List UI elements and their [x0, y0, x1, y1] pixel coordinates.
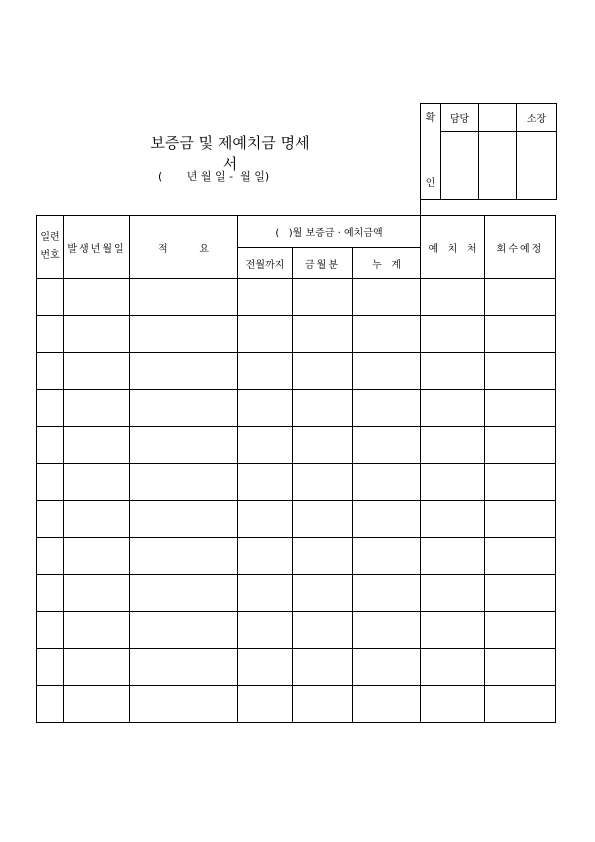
cell-depository[interactable]	[421, 464, 485, 501]
cell-depository[interactable]	[421, 279, 485, 316]
cell-this-month[interactable]	[293, 353, 353, 390]
cell-description[interactable]	[130, 575, 238, 612]
header-deposit-group: ( )월 보증금 · 예치금액	[238, 216, 421, 248]
cell-description[interactable]	[130, 686, 238, 723]
table-body	[37, 279, 556, 723]
approval-header-staff: 담당	[441, 104, 479, 132]
cell-depository[interactable]	[421, 575, 485, 612]
header-serial	[37, 216, 64, 279]
cell-recovery[interactable]	[485, 316, 556, 353]
approval-sign-manager[interactable]	[517, 132, 557, 200]
cell-this-month[interactable]	[293, 538, 353, 575]
header-date: 발생년월일	[64, 216, 130, 279]
cell-serial[interactable]	[37, 501, 64, 538]
cell-date[interactable]	[64, 279, 130, 316]
table-row	[37, 686, 556, 723]
cell-prev-month[interactable]	[238, 612, 293, 649]
table-row	[37, 612, 556, 649]
cell-serial[interactable]	[37, 649, 64, 686]
cell-recovery[interactable]	[485, 649, 556, 686]
cell-date[interactable]	[64, 427, 130, 464]
cell-serial[interactable]	[37, 575, 64, 612]
cell-this-month[interactable]	[293, 501, 353, 538]
cell-prev-month[interactable]	[238, 538, 293, 575]
cell-prev-month[interactable]	[238, 501, 293, 538]
cell-cumulative[interactable]	[353, 501, 421, 538]
cell-date[interactable]	[64, 575, 130, 612]
cell-recovery[interactable]	[485, 427, 556, 464]
cell-prev-month[interactable]	[238, 316, 293, 353]
header-cumulative: 누 계	[353, 248, 421, 279]
cell-date[interactable]	[64, 686, 130, 723]
cell-depository[interactable]	[421, 390, 485, 427]
cell-cumulative[interactable]	[353, 538, 421, 575]
cell-serial[interactable]	[37, 612, 64, 649]
cell-serial[interactable]	[37, 686, 64, 723]
cell-recovery[interactable]	[485, 612, 556, 649]
cell-description[interactable]	[130, 612, 238, 649]
cell-prev-month[interactable]	[238, 353, 293, 390]
approval-sign-blank[interactable]	[479, 132, 517, 200]
cell-this-month[interactable]	[293, 686, 353, 723]
approval-header-blank	[479, 104, 517, 132]
cell-description[interactable]	[130, 316, 238, 353]
cell-prev-month[interactable]	[238, 464, 293, 501]
cell-date[interactable]	[64, 316, 130, 353]
cell-recovery[interactable]	[485, 353, 556, 390]
cell-prev-month[interactable]	[238, 649, 293, 686]
table-row	[37, 575, 556, 612]
header-recovery: 회수예정	[485, 216, 556, 279]
table-row	[37, 427, 556, 464]
approval-header-manager: 소장	[517, 104, 557, 132]
cell-this-month[interactable]	[293, 316, 353, 353]
header-this-month: 금월분	[293, 248, 353, 279]
cell-cumulative[interactable]	[353, 279, 421, 316]
cell-serial[interactable]	[37, 353, 64, 390]
cell-recovery[interactable]	[485, 686, 556, 723]
header-prev-month: 전월까지	[238, 248, 293, 279]
cell-date[interactable]	[64, 538, 130, 575]
cell-this-month[interactable]	[293, 575, 353, 612]
cell-this-month[interactable]	[293, 279, 353, 316]
cell-description[interactable]	[130, 353, 238, 390]
approval-sign-staff[interactable]	[441, 132, 479, 200]
period-range: ( 년 월 일 - 월 일)	[158, 170, 270, 183]
cell-recovery[interactable]	[485, 538, 556, 575]
cell-description[interactable]	[130, 279, 238, 316]
cell-description[interactable]	[130, 427, 238, 464]
table-row	[37, 501, 556, 538]
cell-depository[interactable]	[421, 316, 485, 353]
cell-this-month[interactable]	[293, 612, 353, 649]
cell-date[interactable]	[64, 612, 130, 649]
cell-prev-month[interactable]	[238, 390, 293, 427]
cell-depository[interactable]	[421, 538, 485, 575]
cell-prev-month[interactable]	[238, 279, 293, 316]
table-row	[37, 464, 556, 501]
cell-recovery[interactable]	[485, 501, 556, 538]
cell-recovery[interactable]	[485, 390, 556, 427]
cell-depository[interactable]	[421, 686, 485, 723]
table-row	[37, 538, 556, 575]
cell-date[interactable]	[64, 390, 130, 427]
cell-this-month[interactable]	[293, 649, 353, 686]
cell-this-month[interactable]	[293, 464, 353, 501]
cell-description[interactable]	[130, 464, 238, 501]
cell-depository[interactable]	[421, 427, 485, 464]
approval-box	[420, 103, 557, 200]
cell-date[interactable]	[64, 649, 130, 686]
cell-cumulative[interactable]	[353, 464, 421, 501]
approval-connector-line	[420, 190, 421, 215]
cell-prev-month[interactable]	[238, 575, 293, 612]
cell-serial[interactable]	[37, 427, 64, 464]
cell-depository[interactable]	[421, 353, 485, 390]
cell-serial[interactable]	[37, 279, 64, 316]
header-serial-bottom: 번호	[40, 250, 60, 261]
cell-recovery[interactable]	[485, 279, 556, 316]
cell-date[interactable]	[64, 464, 130, 501]
cell-recovery[interactable]	[485, 575, 556, 612]
table-row	[37, 279, 556, 316]
table-row	[37, 649, 556, 686]
cell-serial[interactable]	[37, 390, 64, 427]
cell-description[interactable]	[130, 538, 238, 575]
cell-serial[interactable]	[37, 316, 64, 353]
header-description: 적 요	[130, 216, 238, 279]
cell-cumulative[interactable]	[353, 686, 421, 723]
deposit-table	[36, 215, 556, 723]
cell-date[interactable]	[64, 501, 130, 538]
cell-description[interactable]	[130, 649, 238, 686]
cell-recovery[interactable]	[485, 464, 556, 501]
cell-depository[interactable]	[421, 501, 485, 538]
header-depository: 예 치 처	[421, 216, 485, 279]
cell-cumulative[interactable]	[353, 575, 421, 612]
cell-cumulative[interactable]	[353, 649, 421, 686]
cell-depository[interactable]	[421, 649, 485, 686]
cell-cumulative[interactable]	[353, 353, 421, 390]
cell-cumulative[interactable]	[353, 390, 421, 427]
approval-side-bottom: 인	[425, 178, 436, 189]
cell-this-month[interactable]	[293, 390, 353, 427]
cell-prev-month[interactable]	[238, 427, 293, 464]
cell-prev-month[interactable]	[238, 686, 293, 723]
approval-side-label	[421, 104, 441, 200]
cell-date[interactable]	[64, 353, 130, 390]
document-title: 보증금 및 제예치금 명세서	[150, 134, 310, 173]
cell-cumulative[interactable]	[353, 427, 421, 464]
table-row	[37, 353, 556, 390]
cell-description[interactable]	[130, 501, 238, 538]
cell-serial[interactable]	[37, 464, 64, 501]
cell-serial[interactable]	[37, 538, 64, 575]
cell-description[interactable]	[130, 390, 238, 427]
header-serial-top: 일련	[40, 232, 60, 243]
cell-cumulative[interactable]	[353, 612, 421, 649]
cell-cumulative[interactable]	[353, 316, 421, 353]
table-row	[37, 316, 556, 353]
approval-side-top: 확	[425, 113, 436, 124]
cell-this-month[interactable]	[293, 427, 353, 464]
table-row	[37, 390, 556, 427]
cell-depository[interactable]	[421, 612, 485, 649]
